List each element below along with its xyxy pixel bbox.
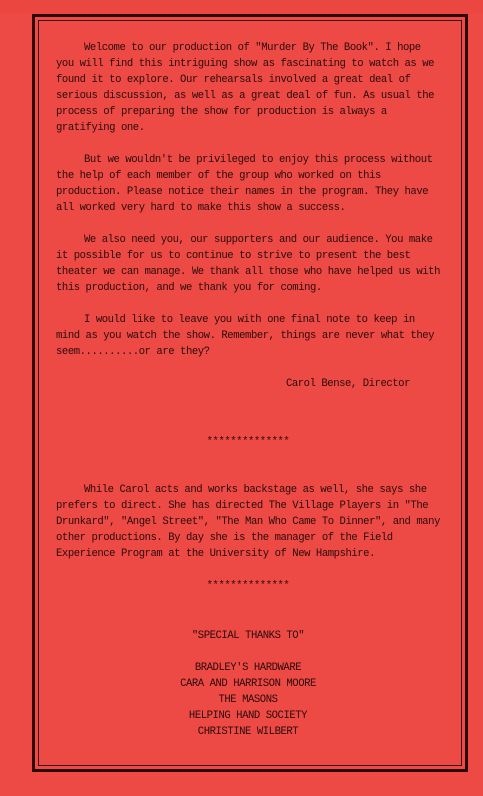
welcome-paragraph-3: We also need you, our supporters and our audience. You make it possible for us to continue to strive to present the best theater we can manage. We thank all those who have helped us with this production, and we thank you for coming. bbox=[56, 234, 440, 294]
director-signature: Carol Bense, Director bbox=[285, 378, 410, 390]
special-thanks-heading: "SPECIAL THANKS TO" bbox=[191, 630, 305, 642]
thanks-item: THE MASONS bbox=[218, 694, 278, 706]
welcome-paragraph-1: Welcome to our production of "Murder By The Book". I hope you will find this intriguing show as fascinating to watch as we found it to explore. Our rehearsals involved a great deal of serious discussion, as well as a great deal of fun. As usual the process of preparing the show for production is always a gratifying one. bbox=[56, 42, 435, 134]
special-thanks-list bbox=[56, 660, 440, 740]
welcome-paragraph-4: I would like to leave you with one final note to keep in mind as you watch the show. Remember, things are never what they seem..........or are they? bbox=[56, 314, 435, 358]
star-divider-2: ************** bbox=[206, 580, 290, 592]
program-note bbox=[56, 40, 440, 740]
thanks-item: BRADLEY'S HARDWARE bbox=[194, 662, 302, 674]
thanks-item: CHRISTINE WILBERT bbox=[197, 726, 299, 738]
thanks-item: CARA AND HARRISON MOORE bbox=[180, 678, 316, 690]
thanks-item: HELPING HAND SOCIETY bbox=[188, 710, 308, 722]
star-divider-1: ************** bbox=[206, 436, 290, 448]
director-bio: While Carol acts and works backstage as well, she says she prefers to direct. She has directed The Village Players in "The Drunkard", "Angel Street", "The Man Who Came To Dinner", and many other productions. By day she is the manager of the Field Experience Program at the University of New Hampshire. bbox=[56, 484, 440, 560]
top-strip bbox=[0, 0, 483, 14]
welcome-paragraph-2: But we wouldn't be privileged to enjoy this process without the help of each member of the group who worked on this production. Please notice their names in the program. They have all worked very hard to make this show a success. bbox=[56, 154, 433, 214]
